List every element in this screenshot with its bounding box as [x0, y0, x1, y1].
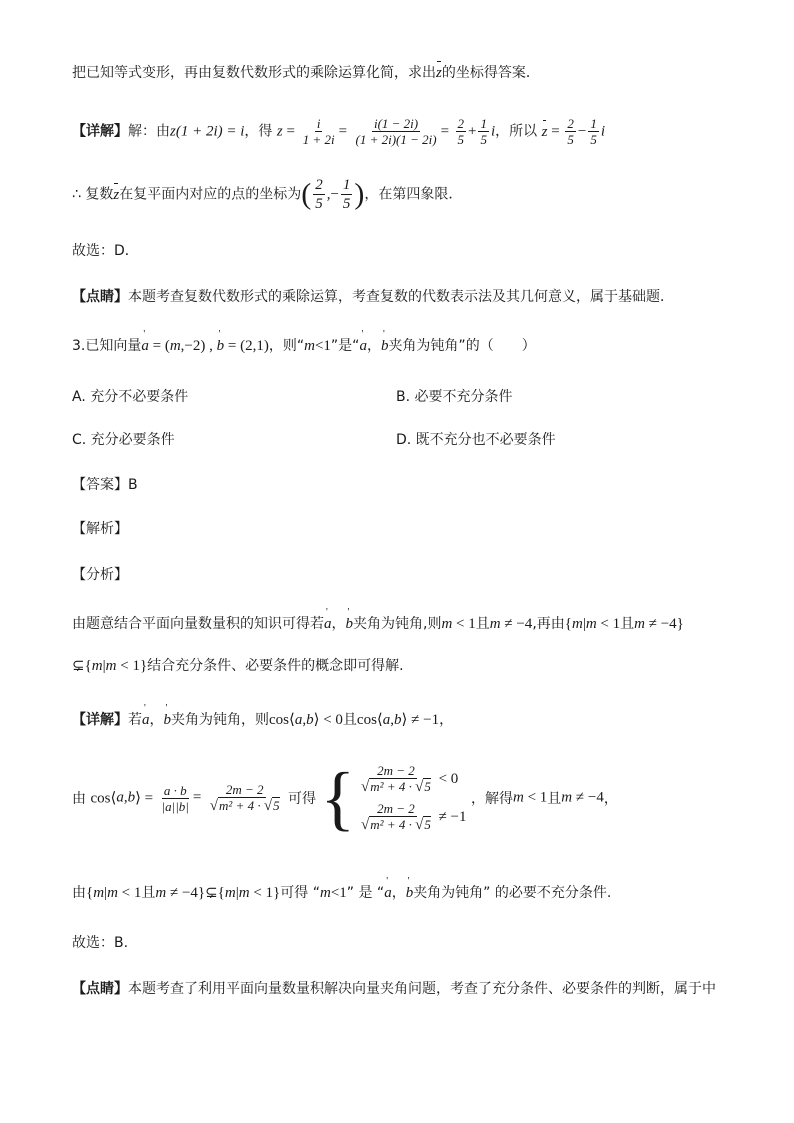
z-bar: z: [436, 65, 442, 81]
analysis-line-1: 由题意结合平面向量数量积的知识可得若' a，' b夹角为钝角,则m < 1且m ≠ −4,再由{m|m < 1且m ≠ −4}: [72, 614, 684, 634]
line-tip-1: 【点睛】本题考查复数代数形式的乘除运算，考查复数的代数表示法及其几何意义，属于基础题．: [72, 289, 674, 305]
option-c[interactable]: C. 充分必要条件: [72, 432, 175, 448]
line-detail-1: 【详解】解：由z(1 + 2i) = i，得 z = $\frac{i}{1 + 2i}$ = $\frac{i(1 - 2i)}{(1 + 2i)(1 - 2i)}$ = $\frac{2}{5}$ + $\frac{1}{5}$ i，所以 z = $\frac{2}{5}$ − $\frac{1}{5}$ i: [72, 116, 606, 147]
detail-line-3: 由 cos⟨a,b⟩ = $\frac{a \cdot b}{|a||b|}$ = $\frac{2m - 2}{\text{√m² + 4 · √5}}$ 可得 { $\frac{2m - 2}{\text{√m² + 4 · √5}}$ < 0 $\frac{2m - 2}{\text{√m² + 4 · √5}}$ ≠ −1 ，解得m < 1且m ≠ −4，: [72, 758, 618, 838]
line-choose-b: 故选：B.: [72, 935, 129, 951]
option-a[interactable]: A. 充分不必要条件: [72, 389, 189, 405]
fenxi-heading: 【分析】: [72, 567, 128, 583]
analysis-line-2: ⊊{m|m < 1}结合充分条件、必要条件的概念即可得解.: [72, 658, 404, 674]
fraction-2: $\frac{i(1 - 2i)}{(1 + 2i)(1 - 2i)}$: [355, 116, 437, 147]
line-coordinates: ∴ 复数z在复平面内对应的点的坐标为( $\frac{2}{5}$ ,− $\frac{1}{5}$ )，在第四象限．: [72, 177, 463, 212]
line-intro: 把已知等式变形，再由复数代数形式的乘除运算化简，求出z的坐标得答案．: [72, 65, 540, 81]
inequality-system: { $\frac{2m - 2}{\text{√m² + 4 · √5}}$ < 0 $\frac{2m - 2}{\text{√m² + 4 · √5}}$ ≠ −1: [320, 758, 467, 838]
option-b[interactable]: B. 必要不充分条件: [396, 389, 513, 405]
option-d[interactable]: D. 既不充分也不必要条件: [396, 432, 556, 448]
question-3: 3.已知向量' a = (m,−2) , ' b = (2,1)，则“m<1”是“' a，' b夹角为钝角”的（ ）: [72, 336, 536, 356]
detail-line-4: 由{m|m < 1且m ≠ −4}⊊{m|m < 1}可得 “m<1” 是 “' a，' b夹角为钝角” 的必要不充分条件.: [72, 883, 611, 903]
line-tip-2: 【点睛】本题考查了利用平面向量数量积解决向量夹角问题，考查了充分条件、必要条件的判断，属于中: [72, 981, 716, 997]
detail-line-2: 【详解】若' a，' b夹角为钝角，则cos⟨a,b⟩ < 0且cos⟨a,b⟩ ≠ −1，: [72, 710, 453, 730]
answer-line: 【答案】B: [72, 477, 138, 493]
line-choose-d: 故选：D．: [72, 243, 139, 259]
analysis-heading: 【解析】: [72, 521, 128, 537]
fraction-1: $\frac{i}{1 + 2i}$: [302, 116, 335, 147]
